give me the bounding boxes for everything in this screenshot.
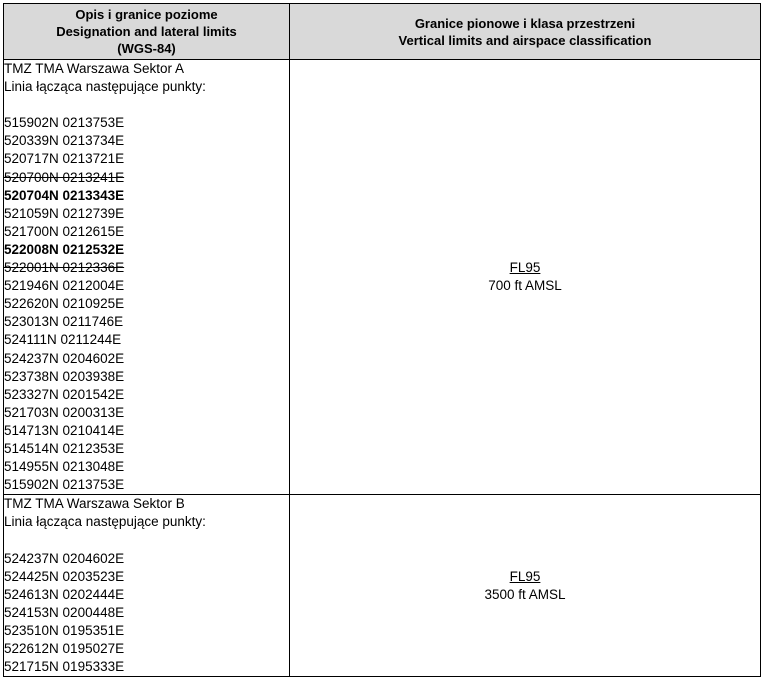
sector-intro: Linia łącząca następujące punkty:	[4, 514, 206, 530]
coordinate-point: 521715N 0195333E	[4, 659, 125, 675]
coordinate-point: 515902N 0213753E	[4, 115, 125, 131]
coordinate-point: 514713N 0210414E	[4, 422, 125, 438]
coordinate-point: 523013N 0211746E	[4, 314, 124, 330]
sector-intro: Linia łącząca następujące punkty:	[4, 79, 206, 95]
coordinate-point: 514955N 0213048E	[4, 459, 125, 475]
coordinate-point: 515902N 0213753E	[4, 477, 125, 493]
header-vertical-limits	[290, 4, 761, 60]
upper-limit: FL95	[509, 568, 541, 584]
coordinate-point: 522008N 0212532E	[4, 241, 125, 257]
header-designation	[4, 4, 290, 60]
sector-row	[4, 60, 761, 495]
lower-limit: 3500 ft AMSL	[484, 586, 566, 602]
sector-name: TMZ TMA Warszawa Sektor A	[4, 61, 185, 76]
coordinate-point: 523738N 0203938E	[4, 368, 125, 384]
header-vertical-line: Vertical limits and airspace classification	[398, 32, 652, 48]
coordinate-point: 524613N 0202444E	[4, 586, 125, 602]
coordinate-point: 523327N 0201542E	[4, 386, 125, 402]
coordinate-point: 524153N 0200448E	[4, 604, 125, 620]
coordinate-point: 520339N 0213734E	[4, 133, 125, 149]
coordinate-point: 524237N 0204602E	[4, 350, 125, 366]
lower-limit: 700 ft AMSL	[488, 278, 562, 294]
coordinate-point: 524425N 0203523E	[4, 568, 125, 584]
coordinate-point: 520704N 0213343E	[4, 187, 125, 203]
coordinate-point: 521703N 0200313E	[4, 404, 125, 420]
coordinate-point: 521946N 0212004E	[4, 278, 125, 294]
coordinate-point: 522612N 0195027E	[4, 641, 125, 656]
blank-line	[4, 531, 289, 549]
header-designation-line: Designation and lateral limits	[56, 24, 237, 39]
coordinate-point: 521700N 0212615E	[4, 223, 125, 239]
sector-vertical-limits	[290, 60, 761, 495]
airspace-table	[3, 3, 761, 677]
coordinate-point: 524111N 0211244E	[4, 332, 122, 348]
sector-vertical-limits	[290, 495, 761, 677]
coordinate-point: 520700N 0213241E	[4, 169, 125, 185]
coordinate-point: 520717N 0213721E	[4, 151, 125, 167]
coordinate-point: 522001N 0212336E	[4, 260, 125, 276]
header-row	[4, 4, 761, 60]
coordinate-point: 523510N 0195351E	[4, 622, 125, 638]
coordinate-point: 522620N 0210925E	[4, 296, 125, 312]
header-designation-line: Opis i granice poziome	[75, 7, 218, 22]
sector-row	[4, 495, 761, 677]
coordinate-point: 514514N 0212353E	[4, 440, 125, 456]
header-vertical-line: Granice pionowe i klasa przestrzeni	[414, 15, 636, 31]
coordinate-point: 521059N 0212739E	[4, 205, 125, 221]
upper-limit: FL95	[509, 260, 541, 276]
coordinate-point: 524237N 0204602E	[4, 550, 125, 566]
header-designation-line: (WGS-84)	[117, 41, 176, 56]
sector-name: TMZ TMA Warszawa Sektor B	[4, 496, 185, 512]
blank-line	[4, 96, 289, 114]
sector-description	[4, 60, 290, 495]
sector-description	[4, 495, 290, 677]
